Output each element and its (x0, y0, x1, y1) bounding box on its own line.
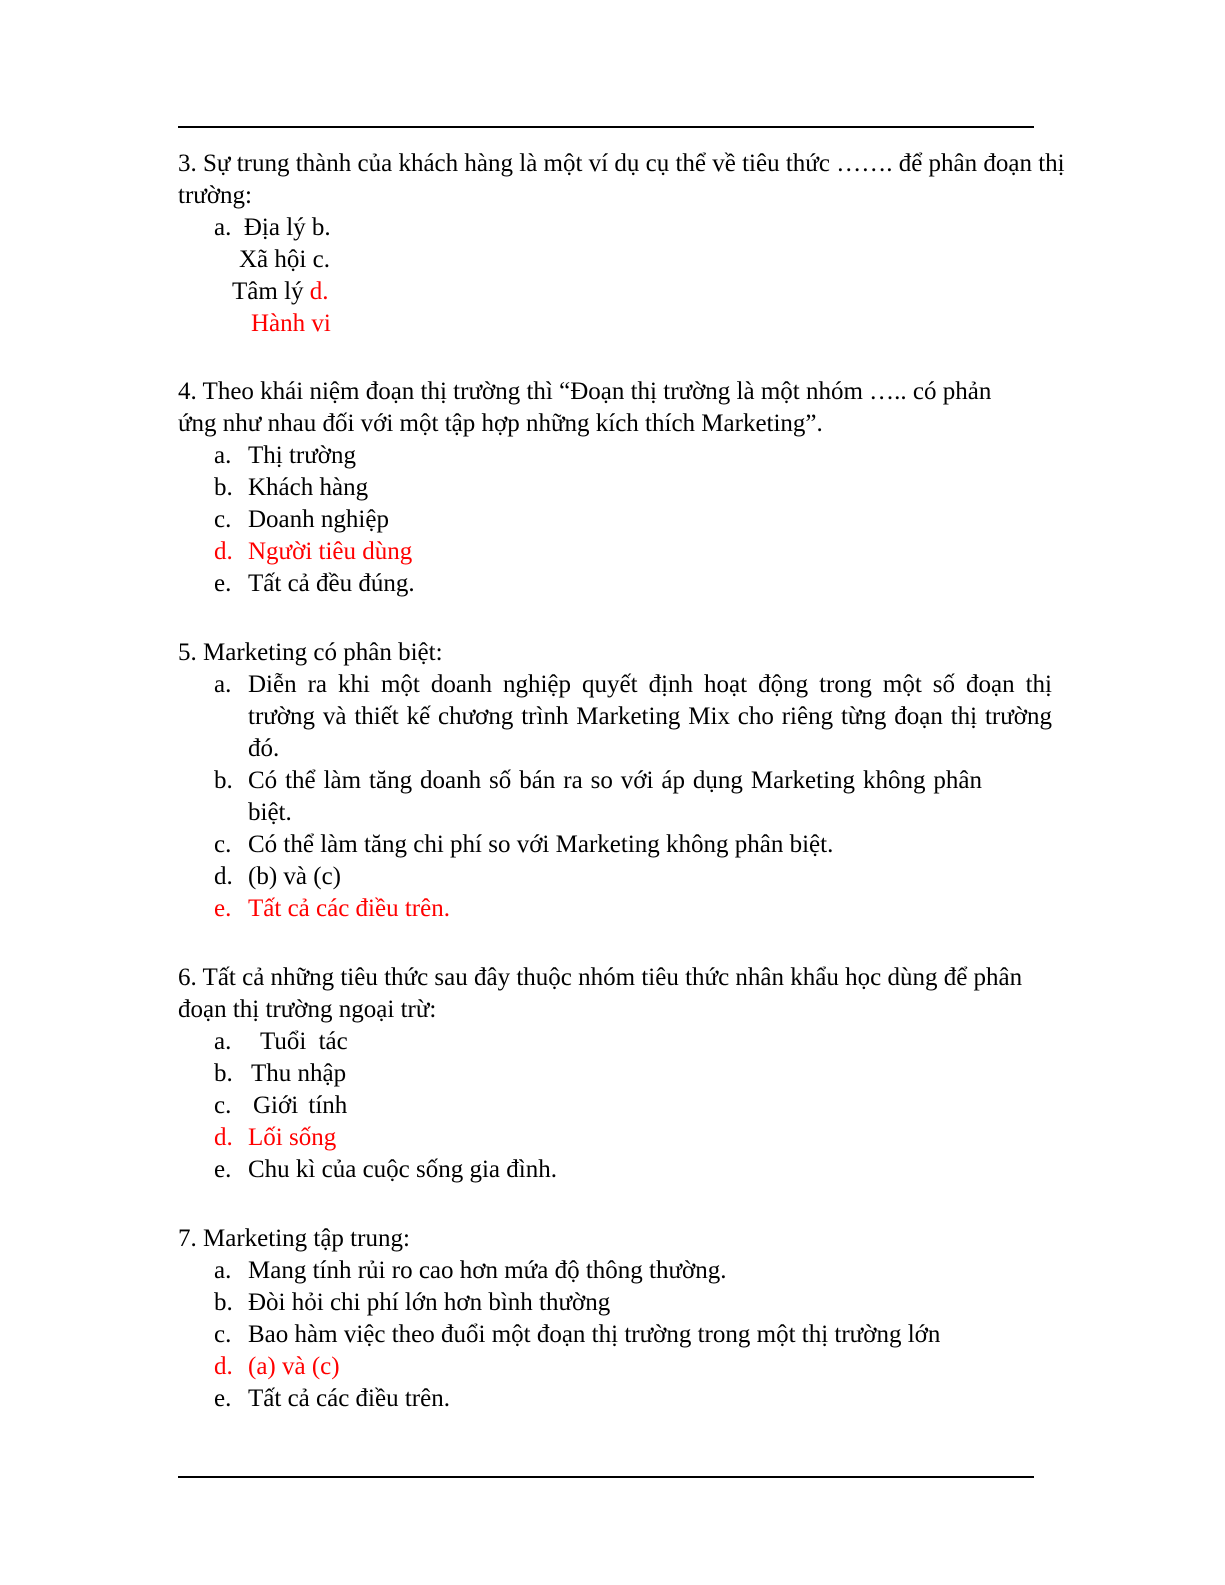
option-text: Doanh nghiệp (248, 506, 389, 533)
option-text: Đòi hỏi chi phí lớn hơn bình thường (248, 1289, 611, 1316)
option-block (178, 212, 1068, 340)
question-text: 3. Sự trung thành của khách hàng là một ví dụ cụ thể về tiêu thức ……. để phân đoạn thị trường: (178, 150, 1065, 209)
option-c (178, 1090, 1068, 1122)
option-a (178, 669, 1052, 765)
option-line: Xã hội c. (239, 246, 330, 273)
option-letter: a. (214, 442, 232, 469)
option-e-correct (178, 893, 1068, 925)
option-text: Có thể làm tăng doanh số bán ra so với áp dụng Marketing không phân biệt. (248, 767, 982, 826)
option-text: Tất cả các điều trên. (248, 1385, 450, 1412)
option-text: Tâm lý (232, 278, 310, 305)
option-text: Thị trường (248, 442, 357, 469)
option-text: Lối sống (248, 1124, 337, 1151)
option-text: Chu kì của cuộc sống gia đình. (248, 1156, 557, 1183)
question-3 (178, 148, 1068, 340)
option-a (178, 1026, 1068, 1058)
option-letter: b. (214, 767, 233, 794)
option-letter: c. (214, 506, 232, 533)
option-line: a. Địa lý b. (214, 214, 331, 241)
option-c (178, 1319, 1068, 1351)
option-text: Giới tính (253, 1092, 348, 1119)
top-rule (178, 126, 1034, 128)
option-letter: a. (214, 1257, 232, 1284)
option-text: Tuổi tác (260, 1028, 348, 1055)
option-list (178, 669, 1068, 925)
option-letter: e. (214, 895, 232, 922)
option-text: Mang tính rủi ro cao hơn mứa độ thông thường. (248, 1257, 727, 1284)
option-list (178, 1255, 1068, 1415)
option-b (178, 1287, 1068, 1319)
option-letter: e. (214, 1385, 232, 1412)
option-text: Bao hàm việc theo đuổi một đoạn thị trường trong một thị trường lớn (248, 1321, 941, 1348)
option-letter: b. (214, 1289, 233, 1316)
question-5 (178, 637, 1068, 925)
option-d-correct (178, 1351, 1068, 1383)
question-text: 7. Marketing tập trung: (178, 1225, 410, 1252)
option-letter: c. (214, 1092, 232, 1119)
option-d (178, 861, 1068, 893)
option-b (178, 472, 1068, 504)
correct-answer-letter: d. (309, 278, 329, 305)
option-letter: e. (214, 1156, 232, 1183)
option-letter: e. (214, 570, 232, 597)
option-list (178, 1026, 1068, 1186)
option-text: Có thể làm tăng chi phí so với Marketing không phân biệt. (248, 831, 834, 858)
option-letter: d. (214, 538, 233, 565)
option-letter: b. (214, 1060, 233, 1087)
option-e (178, 568, 1068, 600)
option-e (178, 1154, 1068, 1186)
option-letter: b. (214, 474, 233, 501)
option-d-correct (178, 1122, 1068, 1154)
option-text: Thu nhập (251, 1060, 347, 1087)
option-text: Diễn ra khi một doanh nghiệp quyết định hoạt động trong một số đoạn thị trường và thiết kế chương trình Marketing Mix cho riêng từng đoạn thị trường đó. (248, 671, 1052, 762)
option-b (178, 765, 982, 829)
option-text: (b) và (c) (248, 863, 341, 890)
option-text: (a) và (c) (248, 1353, 340, 1380)
option-b (178, 1058, 1068, 1090)
option-text: Tất cả các điều trên. (248, 895, 450, 922)
option-text: Khách hàng (248, 474, 369, 501)
option-e (178, 1383, 1068, 1415)
option-a (178, 1255, 1068, 1287)
option-letter: d. (214, 1353, 233, 1380)
option-letter: c. (214, 831, 232, 858)
option-letter: a. (214, 671, 232, 698)
option-text: Người tiêu dùng (248, 538, 413, 565)
question-4 (178, 376, 1068, 600)
option-c (178, 504, 1068, 536)
question-6 (178, 962, 1068, 1186)
option-text: Tất cả đều đúng. (248, 570, 415, 597)
option-letter: d. (214, 863, 233, 890)
option-d-correct (178, 536, 1068, 568)
question-text: 4. Theo khái niệm đoạn thị trường thì “Đoạn thị trường là một nhóm ….. có phản ứng như nhau đối với một tập hợp những kích thích Marketing”. (178, 378, 992, 437)
option-letter: a. (214, 1028, 232, 1055)
document-body (178, 148, 1068, 1452)
question-7 (178, 1223, 1068, 1415)
correct-answer: Hành vi (251, 310, 331, 337)
option-list (178, 440, 1068, 600)
question-text: 6. Tất cả những tiêu thức sau đây thuộc nhóm tiêu thức nhân khẩu học dùng để phân đoạn thị trường ngoại trừ: (178, 964, 1023, 1023)
option-line (178, 276, 1068, 308)
bottom-rule (178, 1476, 1034, 1478)
option-c (178, 829, 1068, 861)
option-letter: d. (214, 1124, 233, 1151)
option-letter: c. (214, 1321, 232, 1348)
question-text: 5. Marketing có phân biệt: (178, 639, 443, 666)
option-a (178, 440, 1068, 472)
